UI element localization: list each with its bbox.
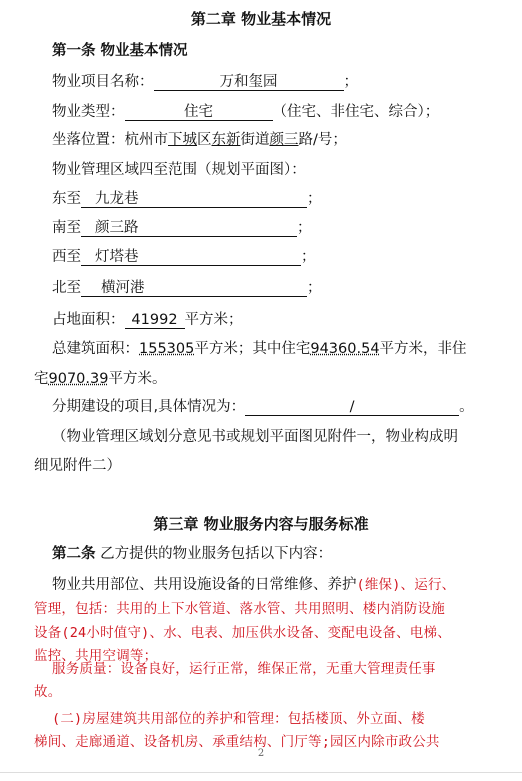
location-text: 街道 xyxy=(240,132,270,148)
phase-label: 分期建设的项目,具体情况为： xyxy=(52,399,246,415)
boundary-intro: 物业管理区域四至范围（规划平面图）： xyxy=(52,162,306,178)
location-label: 坐落位置：杭州市 xyxy=(52,132,168,148)
boundary-text: 颜三路 xyxy=(95,220,139,236)
separator: ； xyxy=(297,220,312,236)
boundary-north xyxy=(52,279,322,297)
article-label: 第二条 xyxy=(52,546,96,562)
gfa-text: 平方米，非住 xyxy=(379,341,467,357)
service-item-line: 管理，包括：共用的上下水管道、落水管、共用照明、楼内消防设施 xyxy=(34,601,445,617)
note-line: （物业管理区域划分意见书或规划平面图见附件一，物业构成明 xyxy=(52,429,458,445)
gfa-text: 平方米；其中住宅 xyxy=(194,341,311,357)
property-name-label: 物业项目名称： xyxy=(52,74,154,90)
street-value: 东新 xyxy=(211,132,241,148)
gfa-line xyxy=(52,340,467,358)
boundary-east xyxy=(52,190,322,208)
gfa-text: 宅 xyxy=(34,371,49,387)
boundary-west xyxy=(52,248,316,266)
service-item-text: 物业共用部位、共用设施设备的日常维修、养护 xyxy=(52,577,357,593)
phase-end: 。 xyxy=(459,399,474,415)
boundary-label: 西至 xyxy=(52,249,81,265)
boundary-text: 横河港 xyxy=(101,280,145,296)
boundary-value xyxy=(81,190,307,208)
location-text: 路/号； xyxy=(298,132,347,148)
service-item-line: (二)房屋建筑共用部位的养护和管理：包括楼顶、外立面、楼 xyxy=(52,711,425,727)
boundary-value xyxy=(81,219,297,237)
district-value: 下城 xyxy=(168,132,197,148)
location-line xyxy=(52,131,347,149)
chapter-title: 第二章 物业基本情况 xyxy=(190,10,332,28)
service-item-line: 设备(24小时值守)、水、电表、加压供水设备、变配电设备、电梯、 xyxy=(34,625,451,641)
service-item-line: 梯间、走廊通道、设备机房、承重结构、门厅等;园区内除市政公共 xyxy=(34,734,440,750)
boundary-value xyxy=(81,279,307,297)
nonresidential-area-value: 9070.39 xyxy=(48,371,109,387)
land-area-label: 占地面积： xyxy=(52,312,125,328)
gfa-value: 155305 xyxy=(139,341,195,357)
note-line: 细见附件二） xyxy=(34,458,121,474)
quality-line: 服务质量：设备良好，运行正常，维保正常，无重大管理责任事 xyxy=(52,661,436,677)
property-type-hint: （住宅、非住宅、综合）； xyxy=(272,104,440,120)
nonresidential-unit: 平方米。 xyxy=(108,371,167,387)
article-line xyxy=(52,545,332,563)
boundary-text: 灯塔巷 xyxy=(95,249,139,265)
land-area-unit: 平方米； xyxy=(184,312,243,328)
service-item-line xyxy=(52,576,455,594)
quality-line: 故。 xyxy=(34,684,62,700)
boundary-south xyxy=(52,219,312,237)
boundary-label: 东至 xyxy=(52,191,81,207)
separator: ； xyxy=(307,191,322,207)
article-heading: 第一条 物业基本情况 xyxy=(52,43,188,59)
residential-area-value: 94360.54 xyxy=(310,341,380,357)
boundary-label: 南至 xyxy=(52,220,81,236)
service-item-line: 监控、共用空调等； xyxy=(34,648,158,664)
gfa-label: 总建筑面积： xyxy=(52,341,139,357)
property-type-value: 住宅 xyxy=(125,103,273,121)
service-item-text-red: (维保)、运行、 xyxy=(356,577,456,593)
separator: ； xyxy=(307,280,322,296)
property-type-line xyxy=(52,103,439,121)
article-text: 乙方提供的物业服务包括以下内容： xyxy=(95,546,333,562)
page-edge xyxy=(0,772,522,773)
property-type-label: 物业类型： xyxy=(52,104,125,120)
location-text: 区 xyxy=(197,132,212,148)
land-area-line xyxy=(52,311,243,329)
land-area-value: 41992 xyxy=(125,311,185,329)
page-number: 2 xyxy=(257,748,265,759)
separator: ； xyxy=(343,74,358,90)
chapter-title: 第三章 物业服务内容与服务标准 xyxy=(153,515,369,533)
separator: ； xyxy=(301,249,316,265)
phase-line xyxy=(52,398,474,416)
boundary-label: 北至 xyxy=(52,280,81,296)
property-name-line xyxy=(52,73,358,91)
phase-value: / xyxy=(245,398,459,416)
gfa-line-2 xyxy=(34,370,166,388)
property-name-value: 万和玺园 xyxy=(154,73,344,91)
boundary-value xyxy=(81,248,301,266)
road-value: 颜三 xyxy=(269,132,299,148)
boundary-text: 九龙巷 xyxy=(95,191,139,207)
